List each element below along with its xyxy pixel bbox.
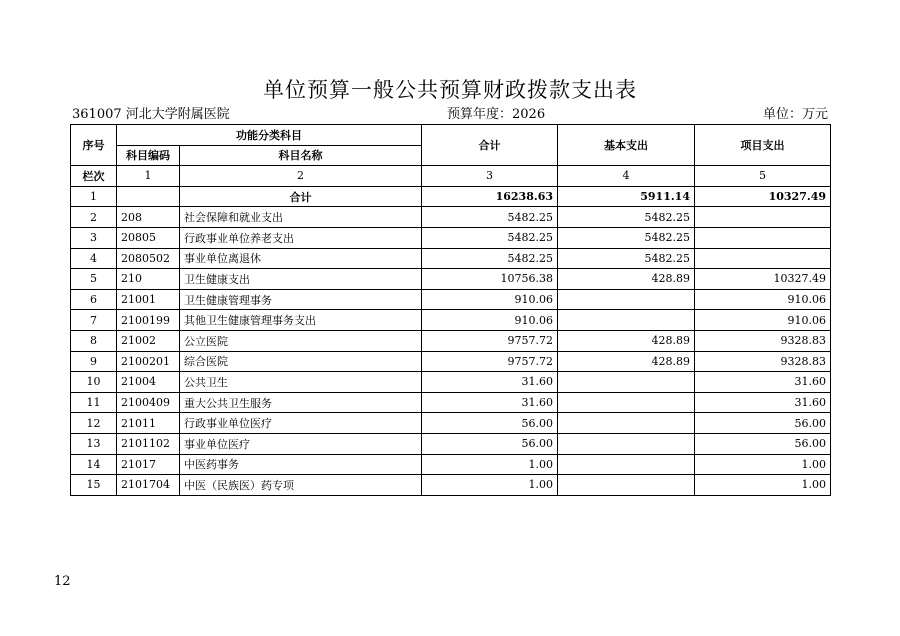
header-subject-name: 科目名称 [180, 145, 422, 166]
cell-code: 21017 [117, 454, 180, 475]
cell-seq: 6 [71, 289, 117, 310]
table-row [71, 475, 831, 496]
cell-code: 2100409 [117, 392, 180, 413]
cell-name: 卫生健康管理事务 [180, 289, 422, 310]
cell-total: 1.00 [422, 475, 558, 496]
cell-total: 910.06 [422, 289, 558, 310]
cell-project: 10327.49 [695, 269, 831, 290]
cell-name: 中医药事务 [180, 454, 422, 475]
cell-project: 31.60 [695, 392, 831, 413]
table-row [71, 227, 831, 248]
cell-code: 2100201 [117, 351, 180, 372]
cell-basic: 5482.25 [558, 248, 695, 269]
cell-seq: 5 [71, 269, 117, 290]
header-row-1 [71, 125, 831, 146]
cell-name: 事业单位离退休 [180, 248, 422, 269]
cell-project: 910.06 [695, 289, 831, 310]
cell-project: 9328.83 [695, 330, 831, 351]
table-row [71, 269, 831, 290]
header-func-class: 功能分类科目 [117, 125, 422, 146]
cell-total: 910.06 [422, 310, 558, 331]
column-index-name: 2 [180, 166, 422, 187]
cell-seq: 2 [71, 207, 117, 228]
cell-name: 综合医院 [180, 351, 422, 372]
cell-seq: 11 [71, 392, 117, 413]
cell-total: 56.00 [422, 413, 558, 434]
cell-seq: 10 [71, 372, 117, 393]
cell-project: 910.06 [695, 310, 831, 331]
cell-basic [558, 413, 695, 434]
cell-seq: 14 [71, 454, 117, 475]
cell-project: 1.00 [695, 454, 831, 475]
cell-total: 9757.72 [422, 330, 558, 351]
cell-basic [558, 289, 695, 310]
page-number: 12 [54, 574, 71, 589]
table-row [71, 392, 831, 413]
cell-project: 31.60 [695, 372, 831, 393]
cell-project: 9328.83 [695, 351, 831, 372]
cell-seq: 9 [71, 351, 117, 372]
total-code [117, 186, 180, 207]
cell-total: 5482.25 [422, 207, 558, 228]
cell-basic: 428.89 [558, 351, 695, 372]
header-subject-code: 科目编码 [117, 145, 180, 166]
cell-project [695, 207, 831, 228]
column-index-label: 栏次 [71, 166, 117, 187]
total-seq: 1 [71, 186, 117, 207]
budget-table [70, 124, 831, 496]
table-row [71, 289, 831, 310]
table-row [71, 413, 831, 434]
cell-name: 中医（民族医）药专项 [180, 475, 422, 496]
table-row [71, 310, 831, 331]
cell-code: 21011 [117, 413, 180, 434]
cell-project [695, 248, 831, 269]
cell-total: 9757.72 [422, 351, 558, 372]
cell-seq: 4 [71, 248, 117, 269]
column-index-code: 1 [117, 166, 180, 187]
cell-name: 行政事业单位养老支出 [180, 227, 422, 248]
table-row [71, 330, 831, 351]
total-amount: 16238.63 [422, 186, 558, 207]
cell-seq: 7 [71, 310, 117, 331]
unit-name: 361007 河北大学附属医院 [72, 107, 230, 122]
cell-code: 2101704 [117, 475, 180, 496]
cell-total: 1.00 [422, 454, 558, 475]
column-index-project: 5 [695, 166, 831, 187]
cell-seq: 3 [71, 227, 117, 248]
header-project: 项目支出 [695, 125, 831, 166]
total-row [71, 186, 831, 207]
cell-basic [558, 372, 695, 393]
total-basic: 5911.14 [558, 186, 695, 207]
column-index-basic: 4 [558, 166, 695, 187]
cell-basic: 5482.25 [558, 227, 695, 248]
header-basic: 基本支出 [558, 125, 695, 166]
cell-seq: 13 [71, 433, 117, 454]
cell-project: 1.00 [695, 475, 831, 496]
cell-total: 5482.25 [422, 248, 558, 269]
cell-name: 卫生健康支出 [180, 269, 422, 290]
cell-basic: 428.89 [558, 330, 695, 351]
cell-code: 2080502 [117, 248, 180, 269]
cell-code: 21001 [117, 289, 180, 310]
table-row [71, 372, 831, 393]
cell-code: 210 [117, 269, 180, 290]
table-row [71, 248, 831, 269]
header-seq: 序号 [71, 125, 117, 166]
cell-total: 10756.38 [422, 269, 558, 290]
cell-code: 21002 [117, 330, 180, 351]
cell-name: 事业单位医疗 [180, 433, 422, 454]
cell-code: 2101102 [117, 433, 180, 454]
cell-code: 208 [117, 207, 180, 228]
cell-total: 31.60 [422, 372, 558, 393]
cell-basic: 428.89 [558, 269, 695, 290]
cell-name: 公共卫生 [180, 372, 422, 393]
column-index-row [71, 166, 831, 187]
cell-project [695, 227, 831, 248]
unit-measure: 单位：万元 [762, 107, 828, 122]
cell-total: 5482.25 [422, 227, 558, 248]
cell-project: 56.00 [695, 413, 831, 434]
cell-project: 56.00 [695, 433, 831, 454]
cell-seq: 12 [71, 413, 117, 434]
total-project: 10327.49 [695, 186, 831, 207]
header-total: 合计 [422, 125, 558, 166]
cell-total: 56.00 [422, 433, 558, 454]
cell-name: 行政事业单位医疗 [180, 413, 422, 434]
column-index-total: 3 [422, 166, 558, 187]
cell-code: 2100199 [117, 310, 180, 331]
document-title: 单位预算一般公共预算财政拨款支出表 [263, 78, 637, 102]
cell-name: 公立医院 [180, 330, 422, 351]
table-row [71, 207, 831, 228]
cell-basic [558, 433, 695, 454]
cell-name: 社会保障和就业支出 [180, 207, 422, 228]
cell-name: 重大公共卫生服务 [180, 392, 422, 413]
cell-basic [558, 475, 695, 496]
table-row [71, 433, 831, 454]
budget-year: 预算年度：2026 [447, 107, 546, 122]
total-label: 合计 [180, 186, 422, 207]
cell-basic [558, 392, 695, 413]
cell-total: 31.60 [422, 392, 558, 413]
cell-code: 20805 [117, 227, 180, 248]
table-row [71, 351, 831, 372]
cell-code: 21004 [117, 372, 180, 393]
cell-basic [558, 310, 695, 331]
cell-basic [558, 454, 695, 475]
cell-seq: 15 [71, 475, 117, 496]
table-row [71, 454, 831, 475]
cell-basic: 5482.25 [558, 207, 695, 228]
cell-seq: 8 [71, 330, 117, 351]
cell-name: 其他卫生健康管理事务支出 [180, 310, 422, 331]
